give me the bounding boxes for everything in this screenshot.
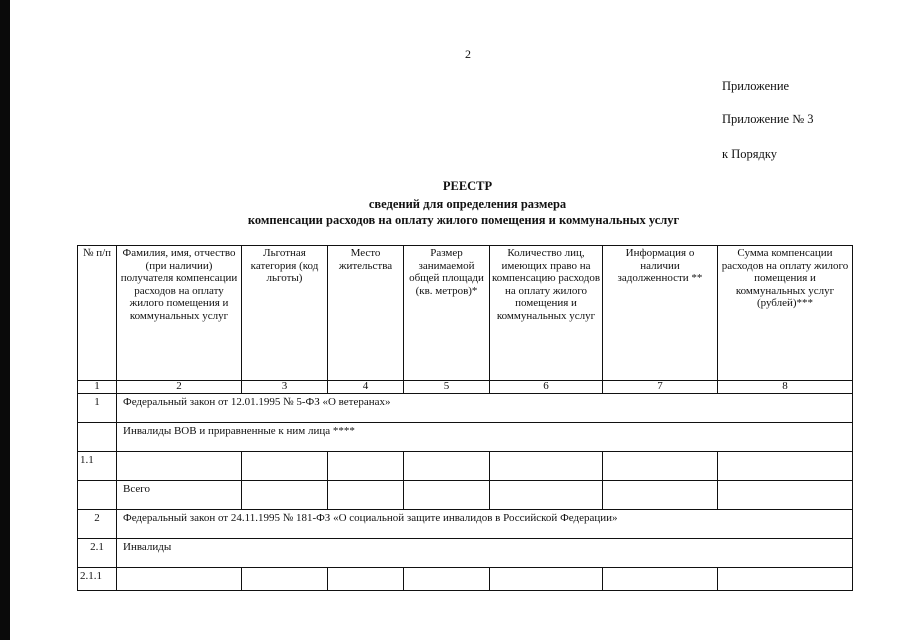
table-row bbox=[78, 568, 853, 591]
table-cell bbox=[328, 481, 404, 510]
table-row bbox=[78, 481, 853, 510]
document-title: РЕЕСТР bbox=[442, 179, 493, 193]
table-cell bbox=[718, 568, 853, 591]
header-row bbox=[78, 246, 853, 381]
table-row bbox=[78, 423, 853, 452]
row-number: 1.1 bbox=[78, 452, 117, 481]
table-cell bbox=[117, 452, 242, 481]
header-cell-persons: Количество лиц, имеющих право на компенсацию расходов на оплату жилого помещения и коммунальных услуг bbox=[490, 246, 603, 381]
appendix-label: Приложение bbox=[722, 79, 790, 93]
table-row bbox=[78, 510, 853, 539]
table-cell bbox=[404, 568, 490, 591]
registry-table bbox=[77, 245, 853, 591]
column-number-row bbox=[78, 381, 853, 394]
table-cell bbox=[242, 568, 328, 591]
table-cell bbox=[404, 452, 490, 481]
table-cell bbox=[117, 568, 242, 591]
document-subtitle-2: компенсации расходов на оплату жилого помещения и коммунальных услуг bbox=[247, 213, 680, 227]
table-cell bbox=[718, 452, 853, 481]
appendix-number: Приложение № 3 bbox=[722, 112, 814, 126]
row-number bbox=[78, 423, 117, 452]
section-law-disabled: Федеральный закон от 24.11.1995 № 181-ФЗ «О социальной защите инвалидов в Российской Федерации» bbox=[117, 510, 853, 539]
row-number: 1 bbox=[78, 394, 117, 423]
table-row bbox=[78, 452, 853, 481]
table-cell bbox=[242, 452, 328, 481]
column-number: 6 bbox=[490, 381, 603, 394]
header-cell-category: Льготная категория (код льготы) bbox=[242, 246, 328, 381]
column-number: 3 bbox=[242, 381, 328, 394]
column-number: 7 bbox=[603, 381, 718, 394]
subsection-war-invalids: Инвалиды ВОВ и приравненные к ним лица **** bbox=[117, 423, 853, 452]
header-cell-area: Размер занимаемой общей площади (кв. метров)* bbox=[404, 246, 490, 381]
column-number: 8 bbox=[718, 381, 853, 394]
table-cell bbox=[603, 452, 718, 481]
table-cell bbox=[490, 481, 603, 510]
column-number: 2 bbox=[117, 381, 242, 394]
header-cell-residence: Место жительства bbox=[328, 246, 404, 381]
table-row bbox=[78, 539, 853, 568]
header-cell-sum: Сумма компенсации расходов на оплату жилого помещения и коммунальных услуг (рублей)*** bbox=[718, 246, 853, 381]
total-label: Всего bbox=[117, 481, 242, 510]
row-number: 2.1.1 bbox=[78, 568, 117, 591]
subsection-invalids: Инвалиды bbox=[117, 539, 853, 568]
header-cell-fullname: Фамилия, имя, отчество (при наличии) получателя компенсации расходов на оплату жилого помещения и коммунальных услуг bbox=[117, 246, 242, 381]
column-number: 5 bbox=[404, 381, 490, 394]
row-number bbox=[78, 481, 117, 510]
page-number: 2 bbox=[465, 47, 471, 61]
table-cell bbox=[242, 481, 328, 510]
table-cell bbox=[718, 481, 853, 510]
column-number: 4 bbox=[328, 381, 404, 394]
table-cell bbox=[603, 481, 718, 510]
table-cell bbox=[404, 481, 490, 510]
table-cell bbox=[328, 568, 404, 591]
scan-edge-bar bbox=[0, 0, 10, 640]
table-row bbox=[78, 394, 853, 423]
table-cell bbox=[603, 568, 718, 591]
table-cell bbox=[328, 452, 404, 481]
appendix-procedure: к Порядку bbox=[722, 147, 777, 161]
header-cell-number: № п/п bbox=[78, 246, 117, 381]
document-subtitle-1: сведений для определения размера bbox=[368, 197, 567, 211]
table-cell bbox=[490, 452, 603, 481]
row-number: 2.1 bbox=[78, 539, 117, 568]
row-number: 2 bbox=[78, 510, 117, 539]
table-cell bbox=[490, 568, 603, 591]
header-cell-debt: Информация о наличии задолженности ** bbox=[603, 246, 718, 381]
section-law-veterans: Федеральный закон от 12.01.1995 № 5-ФЗ «О ветеранах» bbox=[117, 394, 853, 423]
column-number: 1 bbox=[78, 381, 117, 394]
